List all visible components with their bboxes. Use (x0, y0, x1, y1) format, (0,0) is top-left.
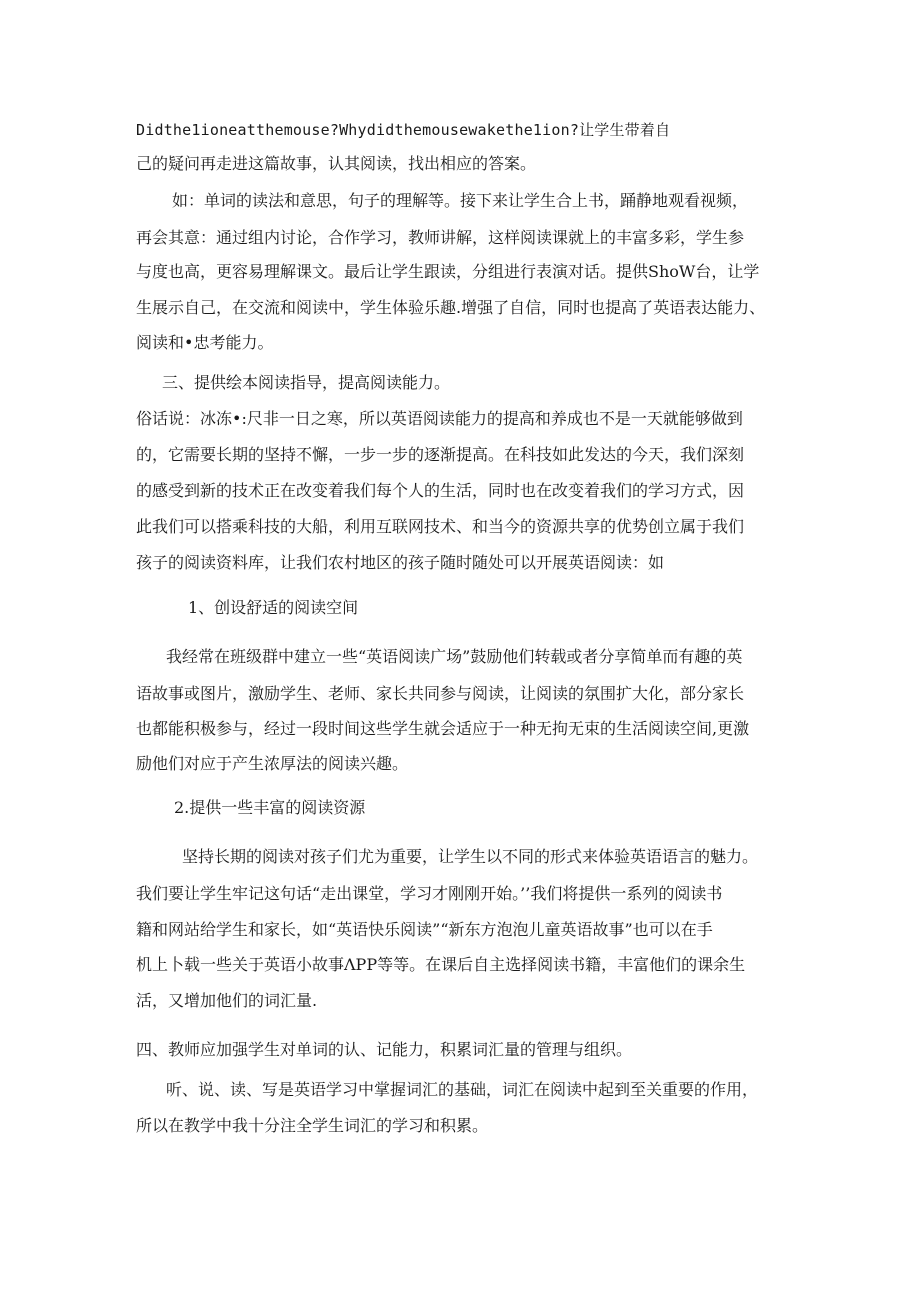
text-line-1: Didthe1ioneatthemouse?Whydidthemousewakethe1ion?让学生带着自 (136, 121, 671, 139)
text-line-23: 机上卜载一些关于英语小故事ΛPP等等。在课后自主选择阅读书籍，丰富他们的课余生 (136, 955, 746, 974)
text-line-21: 我们要让学生牢记这句话“走出课堂，学习才刚刚开始。’’我们将提供一系列的阅读书 (136, 884, 723, 903)
text-line-22: 籍和网站给学生和家长，如“英语快乐阅读”“新东方泡泡儿童英语故事”也可以在手 (136, 920, 713, 939)
subheading-2: 2.提供一些丰富的阅读资源 (174, 798, 366, 817)
text-line-15: 我经常在班级群中建立一些“英语阅读广场”鼓励他们转载或者分享简单而有趣的英 (166, 647, 743, 666)
text-line-17: 也都能积极参与，经过一段时间这些学生就会适应于一种无拘无束的生活阅读空间,更激 (136, 719, 750, 738)
text-line-18: 励他们对应于产生浓厚法的阅读兴趣。 (136, 754, 409, 773)
text-line-12: 此我们可以搭乘科技的大船，利用互联网技术、和当今的资源共享的优势创立属于我们 (136, 517, 745, 536)
subheading-1: 1、创设舒适的阅读空间 (188, 598, 359, 617)
section-heading-3: 三、提供绘本阅读指导，提高阅读能力。 (162, 373, 451, 392)
text-line-9: 俗话说：冰冻•:尺非一日之寒，所以英语阅读能力的提高和养成也不是一天就能够做到 (136, 409, 743, 428)
text-line-16: 语故事或图片，激励学生、老师、家长共同参与阅读，让阅读的氛围扩大化，部分家长 (136, 684, 745, 703)
text-line-20: 坚持长期的阅读对孩子们尤为重要，让学生以不同的形式来体验英语语言的魅力。 (182, 847, 759, 866)
text-line-3: 如：单词的读法和意思，句子的理解等。接下来让学生合上书，踊静地观看视频， (172, 191, 749, 210)
text-line-27: 所以在教学中我十分注全学生词汇的学习和积累。 (136, 1116, 489, 1135)
section-heading-4: 四、教师应加强学生对单词的认、记能力，积累词汇量的管理与组织。 (136, 1040, 633, 1059)
text-line-6: 生展示自己，在交流和阅读中，学生体验乐趣.增强了自信，同时也提高了英语表达能力、 (136, 298, 766, 317)
text-line-10: 的，它需要长期的坚持不懈，一步一步的逐渐提高。在科技如此发达的今天，我们深刻 (136, 445, 745, 464)
text-line-26: 听、说、读、写是英语学习中掌握词汇的基础，词汇在阅读中起到至关重要的作用， (166, 1080, 759, 1099)
text-line-5: 与度也高，更容易理解课文。最后让学生跟读，分组进行表演对话。提供ShoW台，让学 (136, 262, 760, 281)
text-line-24: 活，又增加他们的词汇量. (136, 991, 318, 1010)
text-line-4: 再会其意：通过组内讨论，合作学习，教师讲解，这样阅读课就上的丰富多彩，学生参 (136, 228, 745, 247)
text-line-2: 己的疑问再走进这篇故事，认其阅读，找出相应的答案。 (136, 154, 537, 173)
text-line-11: 的感受到新的技术正在改变着我们每个人的生活，同时也在改变着我们的学习方式，因 (136, 481, 745, 500)
text-line-7: 阅读和•忠考能力。 (136, 333, 274, 352)
text-line-13: 孩子的阅读资料库，让我们农村地区的孩子随时随处可以开展英语阅读：如 (136, 553, 665, 572)
